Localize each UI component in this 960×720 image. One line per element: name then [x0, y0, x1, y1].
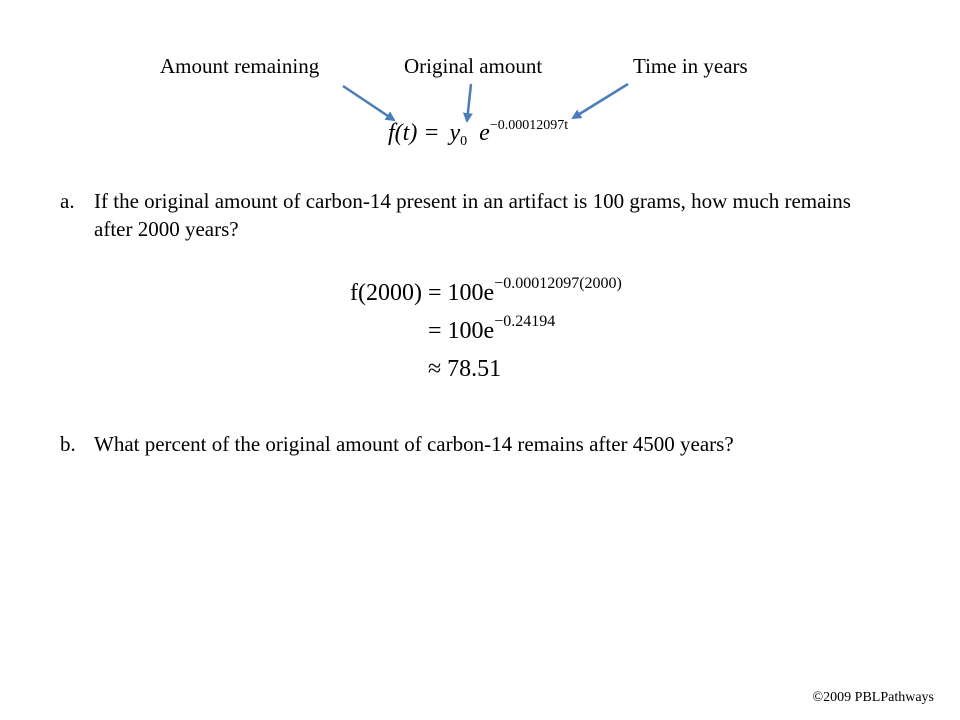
solution-line-2-exponent: −0.24194: [494, 313, 556, 330]
question-b-text: What percent of the original amount of carbon-14 remains after 4500 years?: [94, 432, 734, 456]
arrow-amount-remaining: [343, 86, 394, 120]
formula-e: e: [479, 120, 490, 146]
solution-line-1: [350, 275, 622, 307]
formula-lhs: f(t) =: [388, 120, 440, 146]
solution-line-1-exponent: −0.00012097(2000): [494, 275, 622, 292]
solution-line-2: [428, 313, 556, 345]
question-a-marker: a.: [60, 189, 75, 213]
decay-formula: [388, 120, 568, 147]
question-a: [0, 187, 960, 247]
label-original-amount: Original amount: [404, 54, 543, 78]
question-a-text: If the original amount of carbon-14 present in an artifact is 100 grams, how much remains after 2000 years?: [94, 189, 851, 241]
solution-line-2-lhs: = 100e: [428, 318, 495, 344]
formula-exponent: −0.00012097t: [489, 118, 569, 133]
formula-base: y: [449, 120, 461, 146]
arrow-time-in-years: [573, 84, 628, 118]
copyright-text: 2009 PBLPathways: [823, 690, 934, 705]
label-time-in-years: Time in years: [633, 54, 748, 78]
solution-line-1-lhs: f(2000) = 100e: [350, 280, 495, 306]
solution-line-3: ≈ 78.51: [428, 356, 502, 382]
arrow-original-amount: [467, 84, 471, 121]
copyright-footer: [813, 690, 934, 706]
question-b-marker: b.: [60, 432, 76, 456]
question-b: [0, 430, 960, 460]
formula-subscript: 0: [460, 134, 468, 149]
label-amount-remaining: Amount remaining: [160, 54, 320, 78]
copyright-icon: ©: [812, 690, 824, 705]
